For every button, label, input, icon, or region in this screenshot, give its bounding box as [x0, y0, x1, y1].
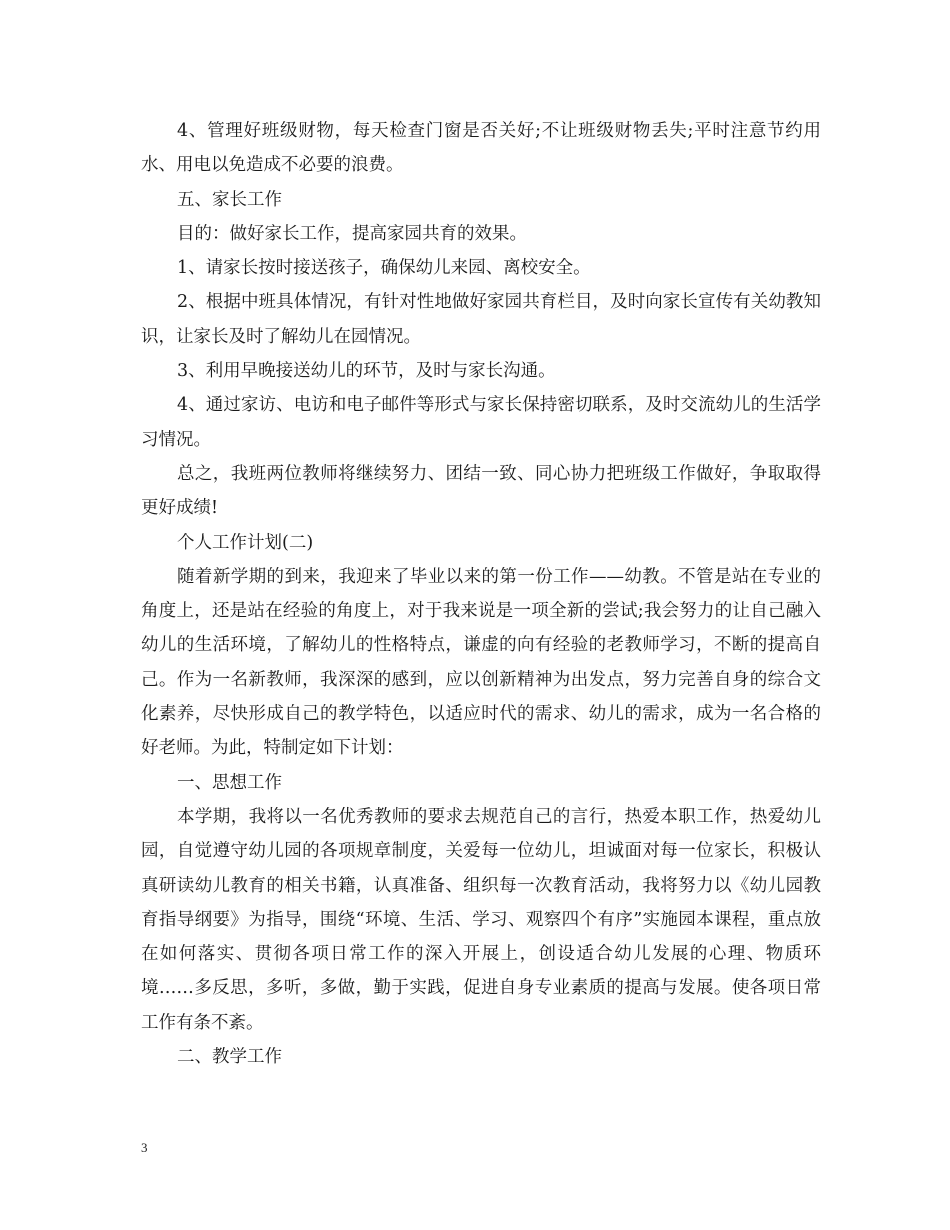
section-heading-ideology: 一、思想工作	[177, 772, 282, 793]
document-subtitle: 个人工作计划(二)	[177, 532, 314, 553]
paragraph-ideology: 本学期，我将以一名优秀教师的要求去规范自己的言行，热爱本职工作，热爱幼儿园，自觉遵守幼儿园的各项规章制度，关爱每一位幼儿，坦诚面对每一位家长，积极认真研读幼儿教育的相关书籍，认真准备、组织每一次教育活动，我将努力以《幼儿园教育指导纲要》为指导，围绕“环境、生活、学习、观察四个有序”实施园本课程，重点放在如何落实、贯彻各项日常工作的深入开展上，创设适合幼儿发展的心理、物质环境……多反思，多听，多做，勤于实践，促进自身专业素质的提高与发展。使各项日常工作有条不紊。	[141, 806, 821, 1033]
document-body	[141, 114, 821, 1074]
paragraph-item-4: 4、通过家访、电访和电子邮件等形式与家长保持密切联系，及时交流幼儿的生活学习情况。	[141, 395, 821, 450]
paragraph-item-1: 1、请家长按时接送孩子，确保幼儿来园、离校安全。	[177, 258, 591, 279]
paragraph-item-2: 2、根据中班具体情况，有针对性地做好家园共育栏目，及时向家长宣传有关幼教知识，让家长及时了解幼儿在园情况。	[141, 292, 821, 347]
paragraph-introduction: 随着新学期的到来，我迎来了毕业以来的第一份工作——幼教。不管是站在专业的角度上，还是站在经验的角度上，对于我来说是一项全新的尝试;我会努力的让自己融入幼儿的生活环境，了解幼儿的性格特点，谦虚的向有经验的老教师学习，不断的提高自己。作为一名新教师，我深深的感到，应以创新精神为出发点，努力完善自身的综合文化素养，尽快形成自己的教学特色，以适应时代的需求、幼儿的需求，成为一名合格的好老师。为此，特制定如下计划：	[141, 566, 821, 759]
section-heading-parent-work: 五、家长工作	[177, 189, 282, 210]
paragraph-purpose: 目的：做好家长工作，提高家园共育的效果。	[177, 223, 527, 244]
page-number: 3	[141, 1140, 148, 1155]
paragraph-item-3: 3、利用早晚接送幼儿的环节，及时与家长沟通。	[177, 361, 556, 382]
paragraph-property-management: 4、管理好班级财物，每天检查门窗是否关好;不让班级财物丢失;平时注意节约用水、用电以免造成不必要的浪费。	[141, 121, 821, 176]
paragraph-summary: 总之，我班两位教师将继续努力、团结一致、同心协力把班级工作做好，争取取得更好成绩!	[141, 463, 821, 519]
section-heading-teaching: 二、教学工作	[177, 1047, 282, 1068]
